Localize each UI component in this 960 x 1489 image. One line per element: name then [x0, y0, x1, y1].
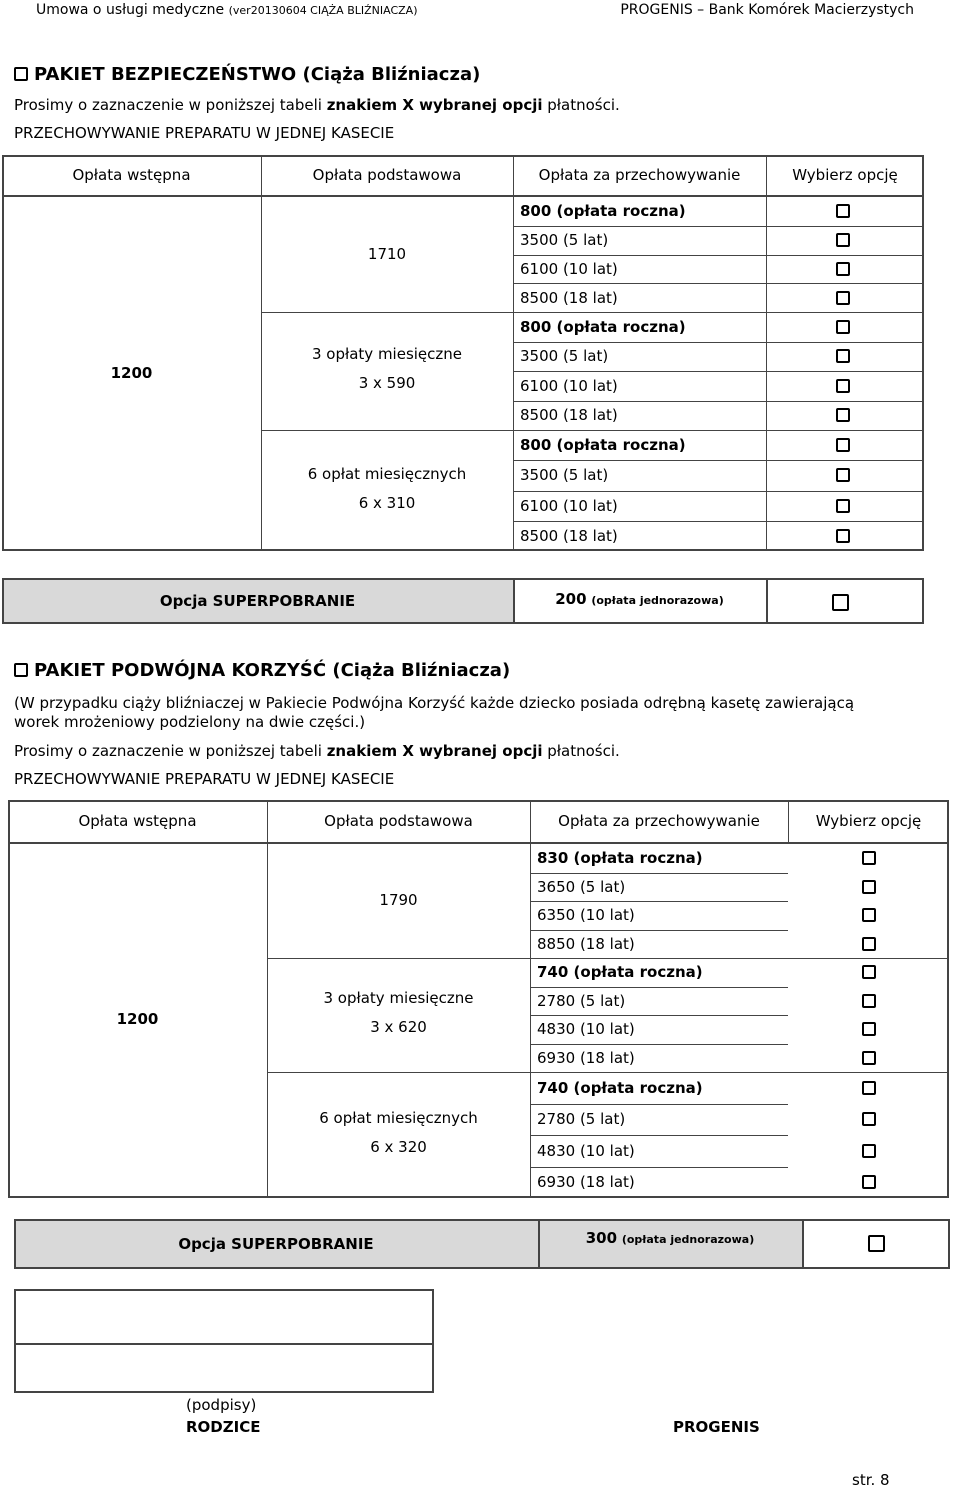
section2-checkbox-icon[interactable] [14, 663, 28, 677]
section1-storage-title: PRZECHOWYWANIE PREPARATU W JEDNEJ KASECIE [14, 124, 395, 142]
t1-option-checkbox[interactable] [836, 349, 850, 363]
t1-col-initial: Opłata wstępna [72, 166, 191, 184]
section1-heading [14, 64, 480, 85]
t1-col-choose: Wybierz opcję [792, 166, 898, 184]
t2-option-checkbox[interactable] [862, 994, 876, 1008]
t1-basic-fee-0: 1710 [367, 244, 407, 263]
section1-instruction [14, 96, 620, 114]
t1-option-checkbox[interactable] [836, 320, 850, 334]
t2-superpobranie-price [538, 1229, 802, 1247]
t2-option-checkbox[interactable] [862, 1081, 876, 1095]
t2-option-checkbox[interactable] [862, 1051, 876, 1065]
signature-parents: RODZICE [186, 1418, 261, 1436]
t2-superpobranie-label: Opcja SUPERPOBRANIE [178, 1235, 374, 1253]
t1-storage-option: 6100 (10 lat) [520, 376, 618, 395]
section2-note-line1: (W przypadku ciąży bliźniaczej w Pakiecie Podwójna Korzyść każde dziecko posiada odrębną kasetę zawierającą [14, 694, 855, 712]
t2-option-checkbox[interactable] [862, 1175, 876, 1189]
t1-superpobranie-price [513, 590, 766, 608]
t2-basic-fee-0: 1790 [379, 891, 418, 909]
signature-company: PROGENIS [673, 1418, 760, 1436]
t2-storage-option: 740 (opłata roczna) [537, 1078, 703, 1097]
t1-storage-option: 800 (opłata roczna) [520, 436, 686, 455]
t2-storage-option: 4830 (10 lat) [537, 1020, 635, 1039]
instruction-text: Prosimy o zaznaczenie w poniższej tabeli [14, 96, 327, 114]
t2-sp-note: (opłata jednorazowa) [621, 1233, 755, 1246]
doc-header-right: PROGENIS – Bank Komórek Macierzystych [620, 2, 914, 18]
section1-checkbox-icon[interactable] [14, 67, 28, 81]
t1-sp-note: (opłata jednorazowa) [591, 594, 724, 607]
signature-box-2[interactable] [14, 1345, 434, 1393]
t1-col-storage: Opłata za przechowywanie [538, 166, 741, 184]
t1-basic-fee-detail-2: 6 x 310 [358, 493, 416, 512]
signature-caption: (podpisy) [186, 1396, 257, 1414]
t1-option-checkbox[interactable] [836, 204, 850, 218]
t2-storage-option: 830 (opłata roczna) [537, 849, 703, 868]
t1-storage-option: 8500 (18 lat) [520, 288, 618, 307]
t2-basic-fee-1: 3 opłaty miesięczne [323, 989, 474, 1007]
t1-storage-option: 3500 (5 lat) [520, 231, 609, 250]
t2-basic-fee-detail-1: 3 x 620 [370, 1018, 427, 1036]
t1-basic-fee-2: 6 opłat miesięcznych [307, 464, 467, 483]
instruction-bold: znakiem X wybranej opcji [326, 96, 543, 114]
instruction-text: Prosimy o zaznaczenie w poniższej tabeli [14, 742, 327, 760]
t1-option-checkbox[interactable] [836, 262, 850, 276]
t1-initial-fee: 1200 [110, 364, 153, 382]
t2-basic-fee-2: 6 opłat miesięcznych [319, 1109, 478, 1127]
t2-col-storage: Opłata za przechowywanie [558, 812, 760, 830]
t2-option-checkbox[interactable] [862, 1144, 876, 1158]
t1-option-checkbox[interactable] [836, 499, 850, 513]
t2-storage-option: 4830 (10 lat) [537, 1141, 635, 1160]
page-number: str. 8 [852, 1471, 890, 1489]
section2-heading [14, 660, 510, 681]
t1-storage-option: 8500 (18 lat) [520, 406, 618, 425]
t2-storage-option: 2780 (5 lat) [537, 1110, 626, 1129]
t1-option-checkbox[interactable] [836, 291, 850, 305]
t2-storage-option: 6930 (18 lat) [537, 1048, 635, 1067]
t1-storage-option: 800 (opłata roczna) [520, 317, 686, 336]
t2-col-choose: Wybierz opcję [815, 812, 922, 830]
t2-storage-option: 3650 (5 lat) [537, 877, 626, 896]
t1-option-checkbox[interactable] [836, 529, 850, 543]
t1-col-basic: Opłata podstawowa [312, 166, 462, 184]
t1-storage-option: 3500 (5 lat) [520, 466, 609, 485]
t2-storage-option: 740 (opłata roczna) [537, 963, 703, 982]
doc-title: Umowa o usługi medyczne [36, 2, 225, 18]
t1-option-checkbox[interactable] [836, 468, 850, 482]
t1-storage-option: 8500 (18 lat) [520, 526, 618, 545]
t1-option-checkbox[interactable] [836, 438, 850, 452]
t2-option-checkbox[interactable] [862, 1022, 876, 1036]
t2-col-basic: Opłata podstawowa [324, 812, 473, 830]
t1-storage-option: 800 (opłata roczna) [520, 202, 686, 221]
t2-storage-option: 8850 (18 lat) [537, 934, 635, 953]
t2-storage-option: 6930 (18 lat) [537, 1173, 635, 1192]
t1-superpobranie-label: Opcja SUPERPOBRANIE [159, 592, 356, 610]
t1-basic-fee-detail-1: 3 x 590 [358, 374, 416, 392]
t2-col-initial: Opłata wstępna [78, 812, 197, 830]
instruction-bold: znakiem X wybranej opcji [326, 742, 543, 760]
t1-option-checkbox[interactable] [836, 379, 850, 393]
section2-storage-title: PRZECHOWYWANIE PREPARATU W JEDNEJ KASECIE [14, 770, 395, 788]
t1-option-checkbox[interactable] [836, 408, 850, 422]
doc-header-left [36, 2, 417, 18]
instruction-end: płatności. [542, 96, 620, 114]
signature-box-1[interactable] [14, 1289, 434, 1345]
t1-option-checkbox[interactable] [836, 233, 850, 247]
section2-title: PAKIET PODWÓJNA KORZYŚĆ (Ciąża Bliźniacza) [34, 660, 511, 681]
t2-option-checkbox[interactable] [862, 851, 876, 865]
t1-superpobranie-checkbox[interactable] [832, 594, 849, 611]
t1-basic-fee-1: 3 opłaty miesięczne [311, 345, 463, 363]
section2-instruction [14, 742, 620, 760]
t2-basic-fee-detail-2: 6 x 320 [370, 1138, 427, 1156]
doc-version: (ver20130604 CIĄŻA BLIŹNIACZA) [228, 4, 418, 17]
t2-option-checkbox[interactable] [862, 965, 876, 979]
t2-initial-fee: 1200 [116, 1010, 159, 1028]
t1-storage-option: 6100 (10 lat) [520, 496, 618, 515]
t2-storage-option: 2780 (5 lat) [537, 991, 626, 1010]
section1-title: PAKIET BEZPIECZEŃSTWO (Ciąża Bliźniacza) [34, 64, 481, 85]
t2-sp-price: 300 [585, 1229, 618, 1247]
t1-storage-option: 3500 (5 lat) [520, 347, 609, 366]
t1-storage-option: 6100 (10 lat) [520, 259, 618, 278]
t2-option-checkbox[interactable] [862, 1112, 876, 1126]
instruction-end: płatności. [542, 742, 620, 760]
section2-note-line2: worek mrożeniowy podzielony na dwie części.) [14, 713, 366, 731]
t2-option-checkbox[interactable] [862, 908, 876, 922]
t2-storage-option: 6350 (10 lat) [537, 906, 635, 925]
t1-sp-price: 200 [555, 590, 587, 608]
t2-superpobranie-checkbox[interactable] [868, 1235, 885, 1252]
t2-option-checkbox[interactable] [862, 937, 876, 951]
t2-option-checkbox[interactable] [862, 880, 876, 894]
